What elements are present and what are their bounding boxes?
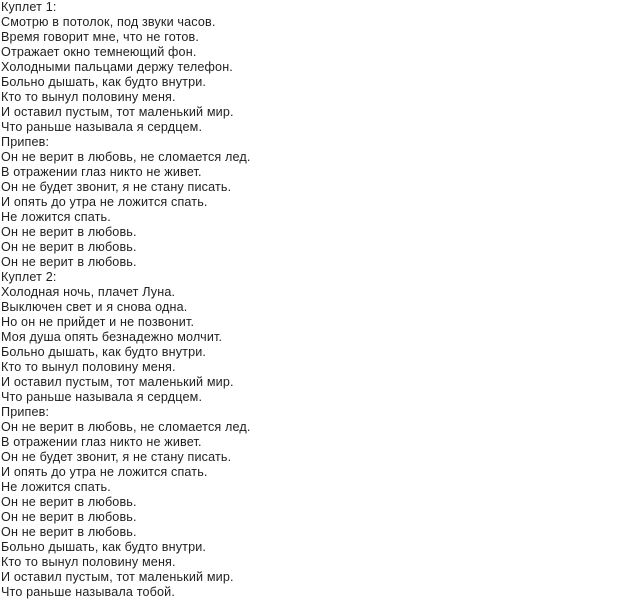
lyric-line: И оставил пустым, тот маленький мир. [1, 105, 234, 119]
lyric-line: Отражает окно темнеющий фон. [1, 45, 197, 59]
lyric-line: В отражении глаз никто не живет. [1, 165, 202, 179]
lyric-line: Он не верит в любовь. [1, 225, 137, 239]
lyric-line: Кто то вынул половину меня. [1, 90, 176, 104]
lyric-line: И опять до утра не ложится спать. [1, 465, 208, 479]
verse-2-heading: Куплет 2: [1, 270, 57, 284]
lyric-line: Что раньше называла тобой. [1, 585, 175, 599]
lyric-line: Выключен свет и я снова одна. [1, 300, 188, 314]
lyric-line: Не ложится спать. [1, 210, 111, 224]
lyric-line: Не ложится спать. [1, 480, 111, 494]
lyric-line: Холодными пальцами держу телефон. [1, 60, 233, 74]
lyric-line: Больно дышать, как будто внутри. [1, 540, 207, 554]
lyric-line: Кто то вынул половину меня. [1, 555, 176, 569]
lyric-line: В отражении глаз никто не живет. [1, 435, 202, 449]
lyric-line: Он не верит в любовь. [1, 510, 137, 524]
lyric-line: Он не будет звонит, я не стану писать. [1, 450, 232, 464]
verse-1-heading: Куплет 1: [1, 0, 57, 14]
lyric-line: Больно дышать, как будто внутри. [1, 345, 207, 359]
lyric-line: Он не будет звонит, я не стану писать. [1, 180, 232, 194]
lyric-line: Он не верит в любовь. [1, 255, 137, 269]
lyric-line: Он не верит в любовь, не сломается лед. [1, 150, 251, 164]
lyric-line: И опять до утра не ложится спать. [1, 195, 208, 209]
lyric-line: И оставил пустым, тот маленький мир. [1, 570, 234, 584]
lyric-line: Что раньше называла я сердцем. [1, 120, 203, 134]
lyric-line: Смотрю в потолок, под звуки часов. [1, 15, 216, 29]
chorus-heading: Припев: [1, 405, 50, 419]
chorus-heading: Припев: [1, 135, 50, 149]
lyric-line: Он не верит в любовь, не сломается лед. [1, 420, 251, 434]
lyric-line: Что раньше называла я сердцем. [1, 390, 203, 404]
lyric-line: Время говорит мне, что не готов. [1, 30, 199, 44]
lyric-line: Он не верит в любовь. [1, 525, 137, 539]
lyric-line: Кто то вынул половину меня. [1, 360, 176, 374]
lyric-line: И оставил пустым, тот маленький мир. [1, 375, 234, 389]
lyric-line: Но он не прийдет и не позвонит. [1, 315, 195, 329]
lyric-line: Моя душа опять безнадежно молчит. [1, 330, 223, 344]
lyric-line: Он не верит в любовь. [1, 240, 137, 254]
lyric-line: Холодная ночь, плачет Луна. [1, 285, 176, 299]
lyric-line: Больно дышать, как будто внутри. [1, 75, 207, 89]
lyric-line: Он не верит в любовь. [1, 495, 137, 509]
